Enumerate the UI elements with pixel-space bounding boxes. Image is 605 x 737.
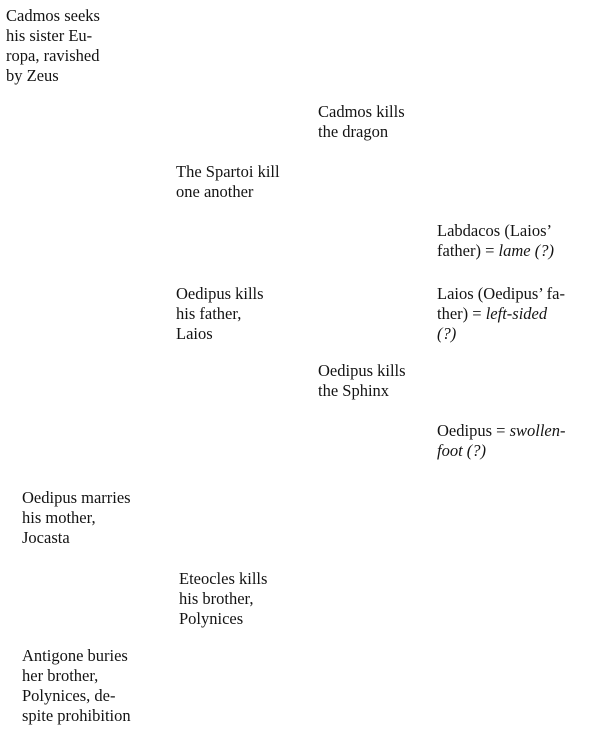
entry-line: ropa, ravished bbox=[6, 46, 100, 65]
entry-line: his mother, bbox=[22, 508, 96, 527]
eteocles-kills-brother-entry bbox=[179, 569, 289, 629]
entry-line: Eteocles kills bbox=[179, 569, 268, 588]
entry-line: her brother, bbox=[22, 666, 99, 685]
entry-line: his sister Eu- bbox=[6, 26, 93, 45]
entry-line bbox=[437, 441, 585, 461]
entry-line: the Sphinx bbox=[318, 381, 390, 400]
entry-line: by Zeus bbox=[6, 66, 59, 85]
laios-name-entry bbox=[437, 284, 585, 344]
entry-line: Oedipus kills bbox=[318, 361, 406, 380]
name-meaning: left-sided bbox=[485, 304, 548, 323]
entry-line bbox=[437, 241, 591, 261]
entry-line: Cadmos kills bbox=[318, 102, 405, 121]
oedipus-marries-mother-entry bbox=[22, 488, 162, 548]
name-meaning: swollen- bbox=[509, 421, 566, 440]
entry-text: father) = bbox=[437, 241, 499, 260]
entry-line: Antigone buries bbox=[22, 646, 128, 665]
entry-line: Cadmos seeks bbox=[6, 6, 100, 25]
oedipus-name-entry bbox=[437, 421, 585, 461]
entry-line: his father, bbox=[176, 304, 242, 323]
entry-line: Laios bbox=[176, 324, 213, 343]
oedipus-kills-father-entry bbox=[176, 284, 286, 344]
entry-line: The Spartoi kill bbox=[176, 162, 280, 181]
entry-line: Oedipus marries bbox=[22, 488, 131, 507]
entry-line: the dragon bbox=[318, 122, 389, 141]
oedipus-kills-sphinx-entry bbox=[318, 361, 428, 401]
entry-line: Polynices bbox=[179, 609, 244, 628]
entry-line: spite prohibition bbox=[22, 706, 131, 725]
entry-line: one another bbox=[176, 182, 254, 201]
spartoi-kill-entry bbox=[176, 162, 306, 202]
name-meaning: foot (?) bbox=[437, 441, 487, 460]
entry-line bbox=[437, 324, 585, 344]
entry-text: Oedipus = bbox=[437, 421, 510, 440]
name-meaning: (?) bbox=[437, 324, 457, 343]
entry-line: Polynices, de- bbox=[22, 686, 116, 705]
name-meaning: lame (?) bbox=[498, 241, 554, 260]
entry-line: Oedipus kills bbox=[176, 284, 264, 303]
entry-line bbox=[437, 304, 585, 324]
entry-line: Labdacos (Laios’ bbox=[437, 221, 552, 240]
antigone-buries-brother-entry bbox=[22, 646, 162, 726]
entry-line: his brother, bbox=[179, 589, 254, 608]
entry-line: Jocasta bbox=[22, 528, 70, 547]
entry-line: Laios (Oedipus’ fa- bbox=[437, 284, 565, 303]
entry-text: ther) = bbox=[437, 304, 486, 323]
cadmos-seeks-europa-entry bbox=[6, 6, 131, 86]
labdacos-name-entry bbox=[437, 221, 591, 261]
entry-line bbox=[437, 421, 585, 441]
cadmos-kills-dragon-entry bbox=[318, 102, 428, 142]
